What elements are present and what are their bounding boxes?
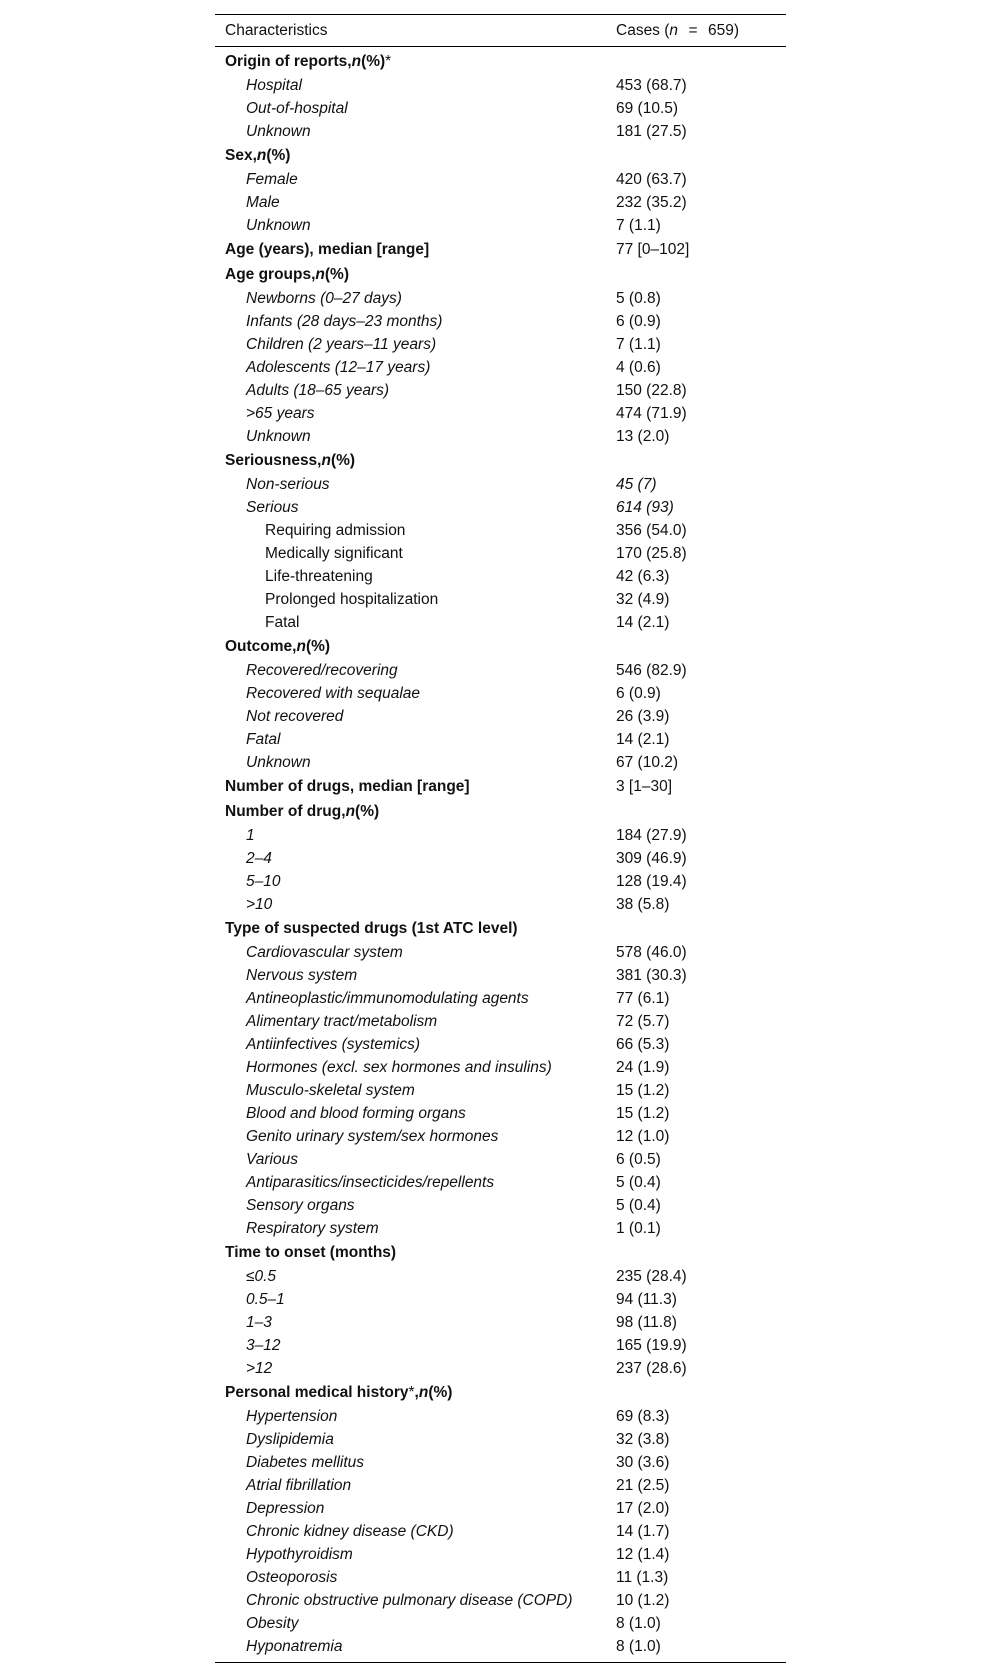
table-row <box>215 1543 786 1566</box>
row-value: 11 (1.3) <box>616 1568 669 1586</box>
row-value: 420 (63.7) <box>616 170 687 188</box>
row-label <box>215 1638 616 1656</box>
row-label-text: Prolonged hospitalization <box>265 590 439 608</box>
row-label <box>215 217 616 235</box>
row-value: 381 (30.3) <box>616 966 687 984</box>
row-label <box>215 850 616 868</box>
sub-item-row <box>215 565 786 588</box>
category-row <box>215 774 786 799</box>
row-label-text: Fatal <box>246 730 281 748</box>
row-value: 15 (1.2) <box>616 1104 670 1122</box>
row-label <box>215 1151 616 1169</box>
row-value: 45 (7) <box>616 475 657 493</box>
table-header <box>215 15 786 47</box>
row-label-text: Unknown <box>246 122 311 140</box>
row-label <box>215 428 616 446</box>
row-label <box>215 708 616 726</box>
row-label <box>215 1337 616 1355</box>
bottom-rule <box>215 1662 786 1663</box>
row-value: 69 (8.3) <box>616 1407 670 1425</box>
row-label-text: Infants (28 days–23 months) <box>246 312 443 330</box>
row-value: 24 (1.9) <box>616 1058 670 1076</box>
row-value: 13 (2.0) <box>616 427 670 445</box>
row-label-text: >12 <box>246 1359 273 1377</box>
table-row <box>215 987 786 1010</box>
row-label <box>215 522 616 540</box>
row-label-text: Outcome, <box>225 637 297 655</box>
row-value: 72 (5.7) <box>616 1012 670 1030</box>
row-label-text: 2–4 <box>246 849 272 867</box>
row-value: 94 (11.3) <box>616 1290 677 1308</box>
table-row <box>215 1171 786 1194</box>
header-cases-prefix: Cases ( <box>616 21 670 39</box>
row-value: 7 (1.1) <box>616 216 661 234</box>
row-label <box>215 1408 616 1426</box>
row-label <box>215 194 616 212</box>
table-row <box>215 120 786 143</box>
row-label <box>215 545 616 563</box>
row-value: 7 (1.1) <box>616 335 661 353</box>
row-label <box>215 313 616 331</box>
row-value: 21 (2.5) <box>616 1476 670 1494</box>
row-label <box>215 1477 616 1495</box>
table-row <box>215 191 786 214</box>
category-row <box>215 143 786 168</box>
row-label <box>215 873 616 891</box>
row-label-text: Genito urinary system/sex hormones <box>246 1127 499 1145</box>
row-label <box>215 1082 616 1100</box>
row-label-text: Time to onset (months) <box>225 1243 397 1261</box>
row-value: 12 (1.0) <box>616 1127 670 1145</box>
row-label <box>215 1569 616 1587</box>
row-label-text: Life-threatening <box>265 567 373 585</box>
row-value: 14 (2.1) <box>616 730 670 748</box>
row-label-text: ≤0.5 <box>246 1267 277 1285</box>
row-label-text: Children (2 years–11 years) <box>246 335 437 353</box>
row-label-n: n <box>321 451 331 469</box>
row-label-n: n <box>315 265 325 283</box>
row-label-text: Hypothyroidism <box>246 1545 353 1563</box>
category-row <box>215 237 786 262</box>
row-label-text: 1–3 <box>246 1313 272 1331</box>
sub-item-row <box>215 519 786 542</box>
category-row <box>215 1380 786 1405</box>
row-label-text: Chronic kidney disease (CKD) <box>246 1522 454 1540</box>
table-row <box>215 1334 786 1357</box>
row-label-sep: , <box>414 1383 419 1401</box>
row-value: 232 (35.2) <box>616 193 687 211</box>
table-row <box>215 356 786 379</box>
row-label <box>215 778 616 796</box>
row-label-text: Medically significant <box>265 544 403 562</box>
row-label-text: Hyponatremia <box>246 1637 343 1655</box>
row-value: 474 (71.9) <box>616 404 687 422</box>
table-row <box>215 168 786 191</box>
row-label <box>215 638 616 656</box>
row-label-text: Out-of-hospital <box>246 99 348 117</box>
row-label <box>215 1291 616 1309</box>
row-label-text: Personal medical history <box>225 1383 409 1401</box>
row-label-text: Recovered with sequalae <box>246 684 421 702</box>
row-label-text: Recovered/recovering <box>246 661 398 679</box>
row-label-text: 0.5–1 <box>246 1290 285 1308</box>
table-row <box>215 1148 786 1171</box>
category-row <box>215 262 786 287</box>
sub-item-row <box>215 542 786 565</box>
row-label <box>215 1500 616 1518</box>
table-row <box>215 964 786 987</box>
row-label <box>215 827 616 845</box>
row-label-suffix: (%) <box>361 52 386 70</box>
row-label-text: Not recovered <box>246 707 344 725</box>
row-label <box>215 53 616 71</box>
row-label-n: n <box>256 146 267 164</box>
row-label <box>215 147 616 165</box>
row-value: 26 (3.9) <box>616 707 670 725</box>
table-row <box>215 682 786 705</box>
table-row <box>215 1357 786 1380</box>
row-label <box>215 452 616 470</box>
row-label <box>215 990 616 1008</box>
row-label-n: n <box>345 802 356 820</box>
row-value: 356 (54.0) <box>616 521 687 539</box>
row-value: 6 (0.9) <box>616 684 661 702</box>
row-value: 14 (2.1) <box>616 613 670 631</box>
table-row <box>215 1056 786 1079</box>
row-label-n: n <box>296 637 306 655</box>
row-value: 4 (0.6) <box>616 358 661 376</box>
row-value: 578 (46.0) <box>616 943 687 961</box>
row-label-text: Unknown <box>246 427 311 445</box>
row-label-text: Dyslipidemia <box>246 1430 334 1448</box>
table-row <box>215 824 786 847</box>
row-label <box>215 499 616 517</box>
row-label <box>215 685 616 703</box>
row-label-text: Age (years), median [range] <box>225 240 430 258</box>
header-characteristics: Characteristics <box>225 21 328 39</box>
row-label <box>215 1546 616 1564</box>
row-label-text: >10 <box>246 895 273 913</box>
table-row <box>215 1635 786 1658</box>
category-row <box>215 634 786 659</box>
row-label <box>215 1268 616 1286</box>
table-body <box>215 47 786 1658</box>
row-label <box>215 1454 616 1472</box>
row-label <box>215 100 616 118</box>
row-label-text: Atrial fibrillation <box>246 1476 352 1494</box>
row-label-text: Hormones (excl. sex hormones and insulins) <box>246 1058 552 1076</box>
row-label-suffix: (%) <box>330 451 356 469</box>
table-row <box>215 1033 786 1056</box>
row-label <box>215 731 616 749</box>
row-label <box>215 290 616 308</box>
row-label-text: Non-serious <box>246 475 330 493</box>
row-value: 546 (82.9) <box>616 661 687 679</box>
table-row <box>215 1405 786 1428</box>
table-row <box>215 847 786 870</box>
row-label <box>215 171 616 189</box>
row-label-text: Adolescents (12–17 years) <box>246 358 431 376</box>
table-row <box>215 1497 786 1520</box>
table-row <box>215 1079 786 1102</box>
row-value: 17 (2.0) <box>616 1499 670 1517</box>
row-label <box>215 266 616 284</box>
row-label-text: Cardiovascular system <box>246 943 403 961</box>
row-label-text: Origin of reports, <box>225 52 352 70</box>
row-value: 12 (1.4) <box>616 1545 670 1563</box>
row-value: 128 (19.4) <box>616 872 687 890</box>
row-label <box>215 1197 616 1215</box>
table-row <box>215 1474 786 1497</box>
row-label <box>215 405 616 423</box>
row-label <box>215 803 616 821</box>
footnote-marker: * <box>408 1383 415 1401</box>
row-value: 30 (3.6) <box>616 1453 670 1471</box>
row-value: 237 (28.6) <box>616 1359 687 1377</box>
table-row <box>215 1217 786 1240</box>
row-value: 14 (1.7) <box>616 1522 670 1540</box>
row-label <box>215 1360 616 1378</box>
row-value: 1 (0.1) <box>616 1219 661 1237</box>
row-label-text: Female <box>246 170 298 188</box>
row-value: 10 (1.2) <box>616 1591 670 1609</box>
table-row <box>215 893 786 916</box>
row-label-text: Type of suspected drugs (1st ATC level) <box>225 919 518 937</box>
row-label <box>215 614 616 632</box>
row-label-suffix: (%) <box>324 265 349 283</box>
row-value: 42 (6.3) <box>616 567 670 585</box>
row-label-text: Fatal <box>265 613 300 631</box>
table-row <box>215 1125 786 1148</box>
row-value: 5 (0.8) <box>616 289 661 307</box>
row-value: 6 (0.5) <box>616 1150 661 1168</box>
row-label-text: Chronic obstructive pulmonary disease (COPD) <box>246 1591 573 1609</box>
row-label-text: Obesity <box>246 1614 299 1632</box>
row-label-text: Various <box>246 1150 298 1168</box>
table-row <box>215 473 786 496</box>
row-label <box>215 662 616 680</box>
row-label <box>215 476 616 494</box>
characteristics-table <box>215 14 786 1663</box>
table-row <box>215 402 786 425</box>
table-row <box>215 1589 786 1612</box>
row-label <box>215 967 616 985</box>
row-label-text: Hypertension <box>246 1407 338 1425</box>
header-cases-n: n <box>669 21 679 39</box>
table-row <box>215 379 786 402</box>
sub-item-row <box>215 588 786 611</box>
table-row <box>215 941 786 964</box>
row-label-text: Hospital <box>246 76 302 94</box>
row-value: 184 (27.9) <box>616 826 687 844</box>
table-row <box>215 705 786 728</box>
row-label-text: Sex, <box>225 146 257 164</box>
row-label <box>215 1314 616 1332</box>
row-label-text: Seriousness, <box>225 451 322 469</box>
row-label <box>215 568 616 586</box>
row-value: 66 (5.3) <box>616 1035 670 1053</box>
row-label <box>215 123 616 141</box>
row-value: 69 (10.5) <box>616 99 679 117</box>
sub-item-row <box>215 611 786 634</box>
table-row <box>215 870 786 893</box>
row-label-text: Diabetes mellitus <box>246 1453 365 1471</box>
row-label-text: Antiinfectives (systemics) <box>246 1035 420 1053</box>
row-label <box>215 920 616 938</box>
table-row <box>215 496 786 519</box>
row-value: 453 (68.7) <box>616 76 687 94</box>
row-label-suffix: (%) <box>305 637 331 655</box>
row-label <box>215 1036 616 1054</box>
category-row <box>215 1240 786 1265</box>
row-label <box>215 1220 616 1238</box>
table-row <box>215 1428 786 1451</box>
row-label <box>215 1105 616 1123</box>
table-row <box>215 1194 786 1217</box>
row-label-n: n <box>351 52 362 70</box>
table-row <box>215 74 786 97</box>
row-label-text: Blood and blood forming organs <box>246 1104 466 1122</box>
category-row <box>215 916 786 941</box>
row-label-text: Newborns (0–27 days) <box>246 289 402 307</box>
row-label <box>215 241 616 259</box>
row-label-text: Alimentary tract/metabolism <box>246 1012 438 1030</box>
row-label <box>215 1592 616 1610</box>
table-row <box>215 425 786 448</box>
row-value: 165 (19.9) <box>616 1336 687 1354</box>
table-row <box>215 659 786 682</box>
row-value: 170 (25.8) <box>616 544 687 562</box>
header-cases-value: 659) <box>708 21 740 39</box>
footnote-marker: * <box>385 52 392 70</box>
row-label <box>215 1174 616 1192</box>
row-label <box>215 1523 616 1541</box>
row-label-text: Antineoplastic/immunomodulating agents <box>246 989 529 1007</box>
row-label <box>215 1615 616 1633</box>
row-label-text: Respiratory system <box>246 1219 379 1237</box>
table-row <box>215 1288 786 1311</box>
table-row <box>215 333 786 356</box>
row-label-text: >65 years <box>246 404 315 422</box>
row-label-text: Male <box>246 193 280 211</box>
table-row <box>215 751 786 774</box>
row-label-suffix: (%) <box>428 1383 453 1401</box>
row-label-text: Adults (18–65 years) <box>246 381 390 399</box>
row-value: 32 (3.8) <box>616 1430 670 1448</box>
row-label <box>215 1059 616 1077</box>
category-row <box>215 448 786 473</box>
row-value: 5 (0.4) <box>616 1173 661 1191</box>
row-label <box>215 896 616 914</box>
row-value: 98 (11.8) <box>616 1313 677 1331</box>
row-label-suffix: (%) <box>266 146 291 164</box>
row-label-text: Serious <box>246 498 299 516</box>
row-label-text: Requiring admission <box>265 521 406 539</box>
row-value: 5 (0.4) <box>616 1196 661 1214</box>
row-label <box>215 336 616 354</box>
row-label <box>215 77 616 95</box>
row-label-text: Sensory organs <box>246 1196 355 1214</box>
row-label-text: Unknown <box>246 753 311 771</box>
row-value: 8 (1.0) <box>616 1614 661 1632</box>
table-row <box>215 214 786 237</box>
row-value: 15 (1.2) <box>616 1081 670 1099</box>
table-row <box>215 287 786 310</box>
row-label-text: 1 <box>246 826 255 844</box>
row-value: 67 (10.2) <box>616 753 679 771</box>
table-row <box>215 1612 786 1635</box>
row-label-text: Depression <box>246 1499 325 1517</box>
category-row <box>215 799 786 824</box>
row-label-n: n <box>418 1383 429 1401</box>
row-value: 38 (5.8) <box>616 895 670 913</box>
table-row <box>215 1010 786 1033</box>
row-label <box>215 754 616 772</box>
table-row <box>215 1451 786 1474</box>
row-label-text: Musculo-skeletal system <box>246 1081 415 1099</box>
row-value: 6 (0.9) <box>616 312 661 330</box>
row-label-text: Age groups, <box>225 265 316 283</box>
row-label-text: 5–10 <box>246 872 281 890</box>
row-label <box>215 944 616 962</box>
row-value: 77 (6.1) <box>616 989 670 1007</box>
row-value: 181 (27.5) <box>616 122 687 140</box>
row-label-text: Antiparasitics/insecticides/repellents <box>246 1173 495 1191</box>
row-value: 309 (46.9) <box>616 849 687 867</box>
table-row <box>215 310 786 333</box>
row-label <box>215 1013 616 1031</box>
row-value: 32 (4.9) <box>616 590 670 608</box>
row-label-text: Number of drugs, median [range] <box>225 777 470 795</box>
row-value: 614 (93) <box>616 498 674 516</box>
row-value: 235 (28.4) <box>616 1267 687 1285</box>
row-label <box>215 591 616 609</box>
row-label <box>215 1244 616 1262</box>
row-label <box>215 1431 616 1449</box>
table-row <box>215 1265 786 1288</box>
table-row <box>215 1566 786 1589</box>
header-cases-eq: = <box>688 21 698 39</box>
category-row <box>215 49 786 74</box>
row-value: 8 (1.0) <box>616 1637 661 1655</box>
row-label <box>215 1128 616 1146</box>
row-label-text: Unknown <box>246 216 311 234</box>
row-label-text: Number of drug, <box>225 802 346 820</box>
row-label-text: Nervous system <box>246 966 358 984</box>
row-label <box>215 1384 616 1402</box>
header-cases <box>616 22 786 40</box>
table-row <box>215 97 786 120</box>
row-value: 3 [1–30] <box>616 777 673 795</box>
row-label <box>215 359 616 377</box>
table-row <box>215 1311 786 1334</box>
row-label-text: Osteoporosis <box>246 1568 338 1586</box>
table-row <box>215 728 786 751</box>
row-value: 150 (22.8) <box>616 381 687 399</box>
row-label-text: 3–12 <box>246 1336 281 1354</box>
row-label-suffix: (%) <box>355 802 380 820</box>
row-label <box>215 382 616 400</box>
table-row <box>215 1102 786 1125</box>
table-row <box>215 1520 786 1543</box>
row-value: 77 [0–102] <box>616 240 690 258</box>
